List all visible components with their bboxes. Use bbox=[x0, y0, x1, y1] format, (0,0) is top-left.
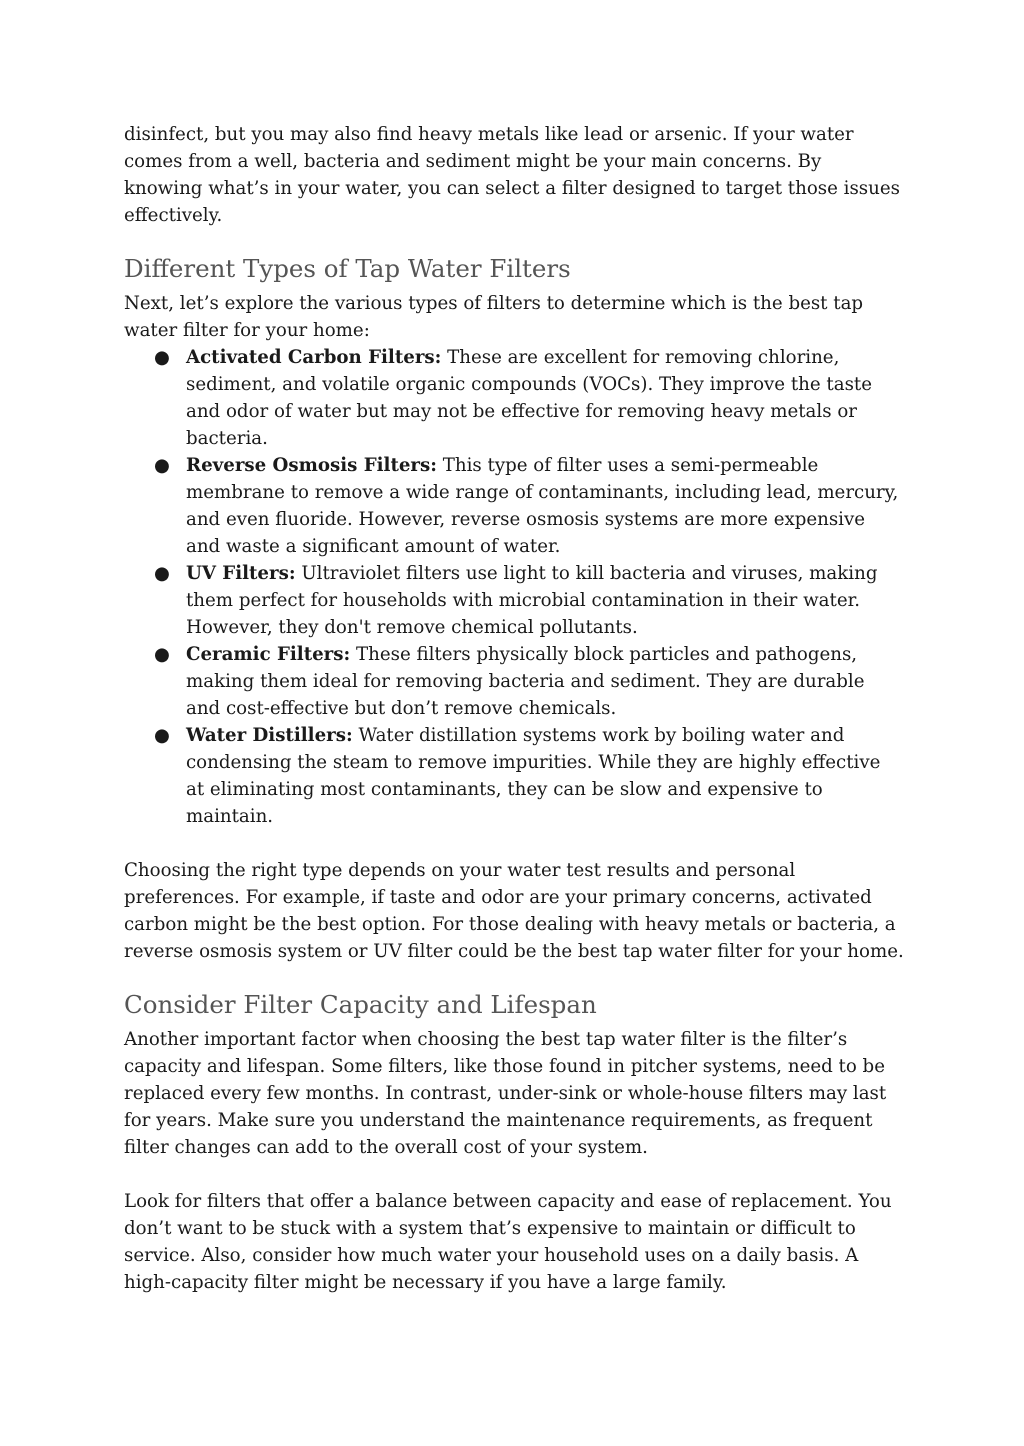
bullet-icon: ● bbox=[154, 563, 170, 584]
filter-types-closing-paragraph: Choosing the right type depends on your water test results and personal preferences. For example, if taste and odor are your primary concerns, activated carbon might be the best option. For those dealing with heavy metals or bacteria, a reverse osmosis system or UV filter could be the best tap water filter for your home. bbox=[124, 860, 904, 962]
bullet-icon: ● bbox=[154, 725, 170, 746]
list-item-term: Activated Carbon Filters: bbox=[186, 347, 442, 368]
list-item-term: Water Distillers: bbox=[186, 725, 353, 746]
list-item-term: Ceramic Filters: bbox=[186, 644, 351, 665]
list-item-description: This type of filter uses a semi-permeable membrane to remove a wide range of contaminants, including lead, mercury, and even fluoride. However, reverse osmosis systems are more expensive and waste a significant amount of water. bbox=[186, 455, 899, 557]
intro-paragraph: disinfect, but you may also find heavy metals like lead or arsenic. If your water comes from a well, bacteria and sediment might be your main concerns. By knowing what’s in your water, you can select a filter designed to target those issues effectively. bbox=[124, 124, 900, 226]
list-item-ceramic-filters bbox=[124, 641, 904, 722]
list-item-description: These filters physically block particles and pathogens, making them ideal for removing bacteria and sediment. They are durable and cost-effective but don’t remove chemicals. bbox=[186, 644, 865, 719]
capacity-paragraph-2: Look for filters that offer a balance between capacity and ease of replacement. You don’t want to be stuck with a system that’s expensive to maintain or difficult to service. Also, consider how much water your household uses on a daily basis. A high-capacity filter might be necessary if you have a large family. bbox=[124, 1191, 892, 1293]
bullet-icon: ● bbox=[154, 347, 170, 368]
list-item-description: Ultraviolet filters use light to kill bacteria and viruses, making them perfect for households with microbial contamination in their water. However, they don't remove chemical pollutants. bbox=[186, 563, 878, 638]
capacity-paragraph-1: Another important factor when choosing the best tap water filter is the filter’s capacity and lifespan. Some filters, like those found in pitcher systems, need to be replaced every few months. In contrast, under-sink or whole-house filters may last for years. Make sure you understand the maintenance requirements, as frequent filter changes can add to the overall cost of your system. bbox=[124, 1029, 887, 1158]
list-item-description: Water distillation systems work by boiling water and condensing the steam to remove impurities. While they are highly effective at eliminating most contaminants, they can be slow and expensive to maintain. bbox=[186, 725, 881, 827]
filter-types-list bbox=[124, 344, 904, 830]
list-item-uv-filters bbox=[124, 560, 904, 641]
list-item-reverse-osmosis bbox=[124, 452, 904, 560]
list-item-term: Reverse Osmosis Filters: bbox=[186, 455, 437, 476]
bullet-icon: ● bbox=[154, 455, 170, 476]
section-heading-filter-types: Different Types of Tap Water Filters bbox=[124, 254, 571, 283]
list-item-water-distillers bbox=[124, 722, 904, 830]
list-item-description: These are excellent for removing chlorine, sediment, and volatile organic compounds (VOCs). They improve the taste and odor of water but may not be effective for removing heavy metals or bacteria. bbox=[186, 347, 872, 449]
list-item-activated-carbon bbox=[124, 344, 904, 452]
list-item-term: UV Filters: bbox=[186, 563, 296, 584]
document-page bbox=[124, 121, 904, 1296]
section-heading-capacity-lifespan: Consider Filter Capacity and Lifespan bbox=[124, 990, 597, 1019]
filter-types-lead-paragraph: Next, let’s explore the various types of filters to determine which is the best tap water filter for your home: bbox=[124, 293, 864, 341]
bullet-icon: ● bbox=[154, 644, 170, 665]
